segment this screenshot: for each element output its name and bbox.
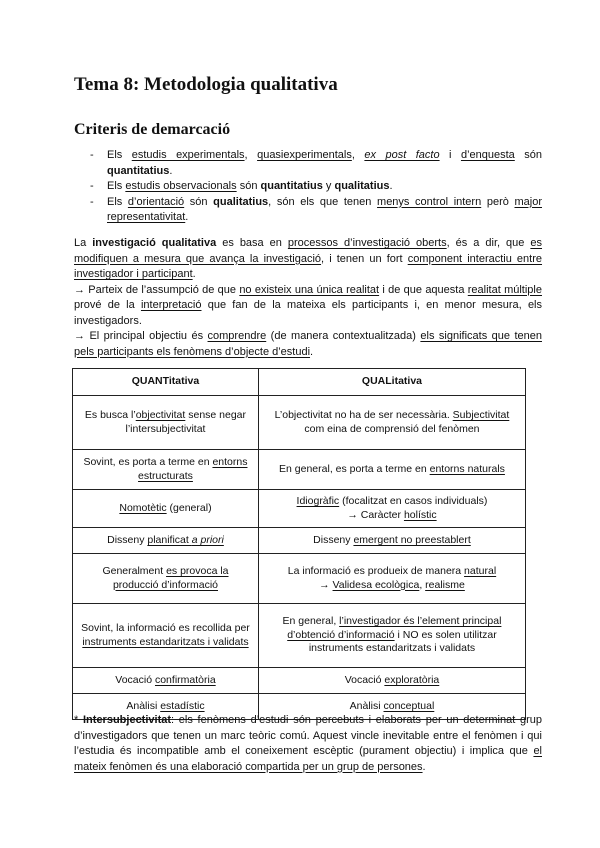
cell-quant: Disseny planificat a priori <box>73 528 259 554</box>
cell-quant: Es busca l’objectivitat sense negar l’intersubjectivitat <box>73 396 259 450</box>
paragraph: → El principal objectiu és comprendre (de manera contextualitzada) els significats que tenen pels participants els fenòmens d’objecte d’estudi. <box>74 330 542 358</box>
cell-qual: Idiogràfic (focalitzat en casos individuals) → Caràcter holístic <box>258 490 525 528</box>
cell-qual: En general, es porta a terme en entorns naturals <box>258 450 525 490</box>
cell-quant: Nomotètic (general) <box>73 490 259 528</box>
table-row <box>73 490 526 528</box>
cell-qual: Vocació exploratòria <box>258 668 525 694</box>
table-row <box>73 604 526 668</box>
cell-quant: Sovint, la informació es recollida per instruments estandaritzats i validats <box>73 604 259 668</box>
bullet-list <box>90 148 542 226</box>
table-row <box>73 396 526 450</box>
cell-qual: L’objectivitat no ha de ser necessària. Subjectivitat com eina de comprensió del fenòmen <box>258 396 525 450</box>
table-row <box>73 668 526 694</box>
footnote: * Intersubjectivitat: els fenòmens d’estudi són percebuts i elaborats per un determinat grup d’investigadors que tenen un marc teòric comú. Aquest vincle inevitable entre el fenòmen i qui l’estudia és incompatible amb el coneixement escèptic (purament objectiu) i implica que el mateix fenòmen és una elaboració compartida per un grup de persones. <box>74 714 542 773</box>
cell-qual: La informació es produeix de manera natural → Validesa ecològica, realisme <box>258 554 525 604</box>
section-heading: Criteris de demarcació <box>74 121 231 138</box>
table-row <box>73 450 526 490</box>
table-row <box>73 554 526 604</box>
cell-qual: En general, l’investigador és l’element principal d’obtenció d’informació i NO es solen utilitzar instruments estandaritzats i validats <box>258 604 525 668</box>
cell-quant: Generalment es provoca la producció d’informació <box>73 554 259 604</box>
page-title: Tema 8: Metodologia qualitativa <box>74 74 338 95</box>
table-header-row <box>73 369 526 396</box>
comparison-table <box>72 368 526 720</box>
bullet-item: - Els estudis observacionals són quantitatius y qualitatius. <box>90 179 542 195</box>
bullet-item: - Els d’orientació són qualitatius, són els que tenen menys control intern però major representativitat. <box>90 195 542 226</box>
header-quantitativa: QUANTitativa <box>73 369 259 396</box>
cell-quant: Sovint, es porta a terme en entorns estructurats <box>73 450 259 490</box>
cell-qual: Anàlisi conceptual <box>258 694 525 720</box>
body-paragraphs <box>74 236 542 360</box>
paragraph: → Parteix de l’assumpció de que no existeix una única realitat i de que aquesta realitat múltiple prové de la interpretació que fan de la mateixa els participants i, en menor mesura, els investigadors. <box>74 283 543 327</box>
cell-quant: Vocació confirmatòria <box>73 668 259 694</box>
table-row <box>73 528 526 554</box>
header-qualitativa: QUALitativa <box>258 369 525 396</box>
bullet-item: - Els estudis experimentals, quasiexperimentals, ex post facto i d’enquesta són quantitatius. <box>90 148 542 179</box>
paragraph: La investigació qualitativa es basa en processos d’investigació oberts, és a dir, que es modifiquen a mesura que avança la investigació, i tenen un fort component interactiu entre investigador i participant. <box>74 237 543 280</box>
cell-quant: Anàlisi estadístic <box>73 694 259 720</box>
cell-qual: Disseny emergent no preestablert <box>258 528 525 554</box>
